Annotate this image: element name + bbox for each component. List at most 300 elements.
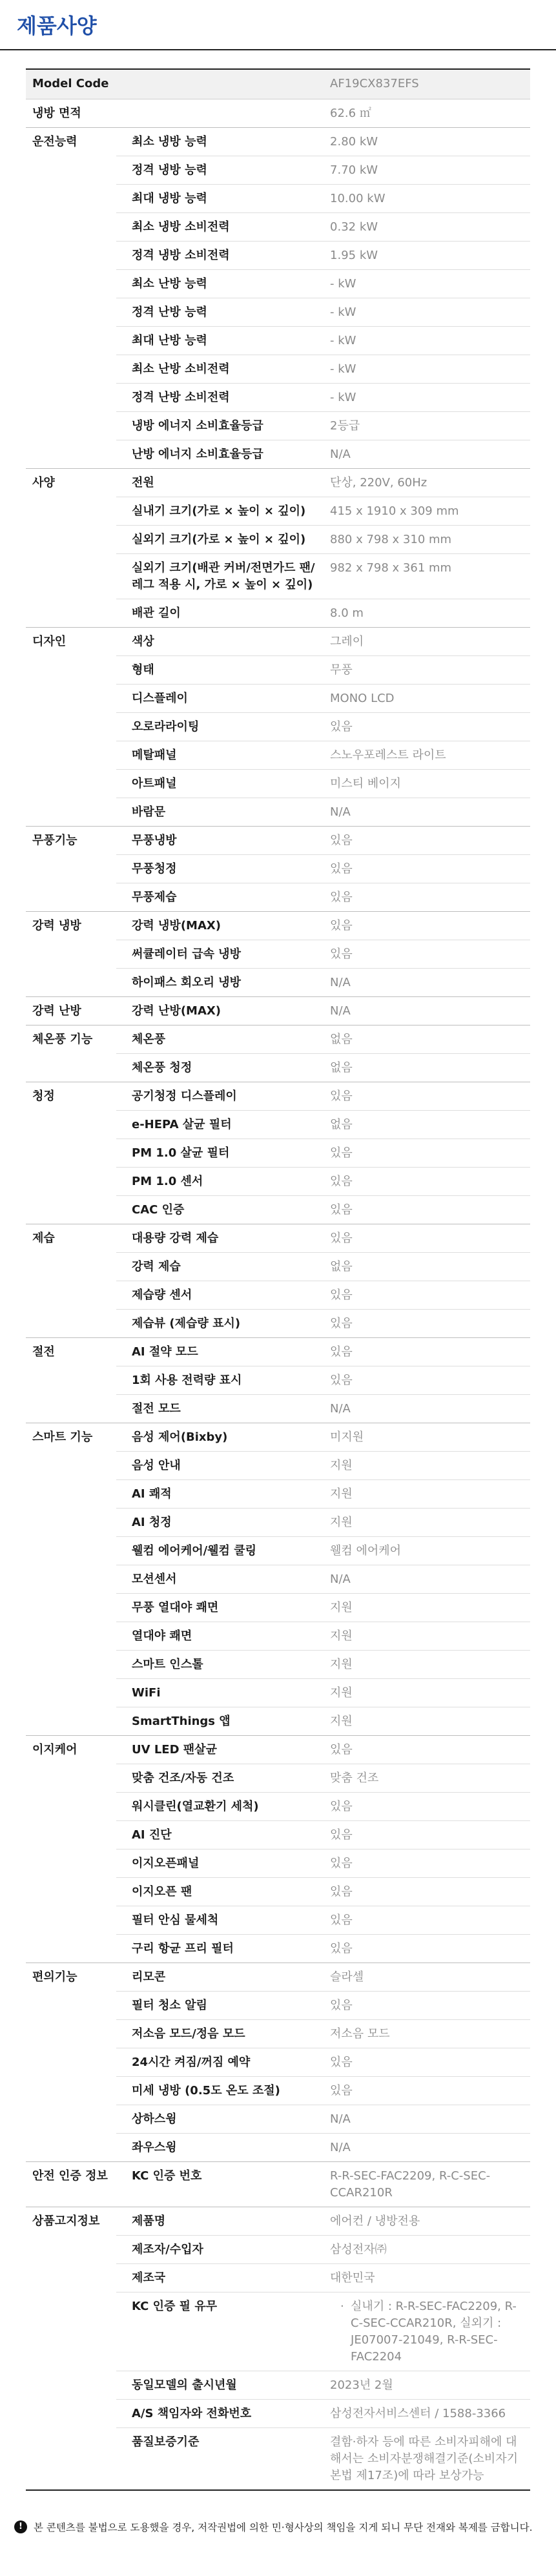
spec-value: 지원 — [326, 1508, 530, 1536]
spec-category — [26, 712, 116, 741]
spec-row — [26, 1479, 530, 1508]
spec-row — [26, 1735, 530, 1764]
spec-category — [26, 940, 116, 968]
spec-value: N/A — [326, 968, 530, 996]
spec-value: 있음 — [326, 1792, 530, 1820]
spec-value: 있음 — [326, 1309, 530, 1337]
spec-category — [26, 212, 116, 241]
spec-row — [26, 1508, 530, 1536]
spec-value: 지원 — [326, 1707, 530, 1735]
spec-category — [26, 1281, 116, 1309]
spec-category — [26, 1934, 116, 1963]
spec-row — [26, 99, 530, 127]
spec-category — [26, 1991, 116, 2019]
spec-category — [26, 798, 116, 826]
spec-category — [26, 1451, 116, 1479]
spec-value: 880 x 798 x 310 mm — [326, 525, 530, 553]
spec-category — [26, 1195, 116, 1224]
spec-row — [26, 911, 530, 940]
spec-value: 미스티 베이지 — [326, 769, 530, 798]
spec-value: 있음 — [326, 1224, 530, 1252]
spec-row — [26, 1849, 530, 1877]
spec-row — [26, 383, 530, 411]
spec-category — [26, 655, 116, 684]
spec-category — [26, 1053, 116, 1082]
spec-row — [26, 1678, 530, 1707]
spec-label: 웰컴 에어케어/웰컴 쿨링 — [116, 1536, 326, 1565]
spec-label: 좌우스윙 — [116, 2133, 326, 2161]
spec-value — [326, 2292, 530, 2371]
spec-value: 2.80 kW — [326, 127, 530, 156]
spec-value: 지원 — [326, 1451, 530, 1479]
spec-value: - kW — [326, 383, 530, 411]
spec-category — [26, 326, 116, 355]
spec-row — [26, 241, 530, 269]
spec-row — [26, 468, 530, 497]
spec-label: 제조국 — [116, 2263, 326, 2292]
spec-category — [26, 1877, 116, 1906]
spec-row — [26, 1366, 530, 1394]
spec-category: 강력 냉방 — [32, 918, 81, 933]
spec-row — [26, 156, 530, 184]
spec-row — [26, 2048, 530, 2076]
spec-row — [26, 2292, 530, 2371]
spec-category: 상품고지정보 — [32, 2214, 100, 2228]
spec-row — [26, 1167, 530, 1195]
spec-label: 미세 냉방 (0.5도 온도 조절) — [116, 2076, 326, 2105]
spec-label: CAC 인증 — [116, 1195, 326, 1224]
page-title: 제품사양 — [17, 14, 97, 38]
spec-label: 전원 — [116, 468, 326, 497]
spec-value: 지원 — [326, 1593, 530, 1622]
spec-label: 강력 냉방(MAX) — [116, 911, 326, 940]
spec-category: 스마트 기능 — [32, 1430, 93, 1444]
spec-category: 사양 — [32, 475, 55, 489]
spec-label: 동일모델의 출시년월 — [116, 2371, 326, 2399]
spec-row — [26, 127, 530, 156]
spec-category — [26, 355, 116, 383]
spec-label: 최대 난방 능력 — [116, 326, 326, 355]
spec-row — [26, 1565, 530, 1593]
spec-label: 리모콘 — [116, 1963, 326, 1991]
spec-label: 제품명 — [116, 2207, 326, 2235]
spec-wrap — [0, 50, 556, 2491]
spec-row — [26, 1934, 530, 1963]
spec-row — [26, 769, 530, 798]
spec-label: 제조자/수입자 — [116, 2235, 326, 2263]
spec-value: 있음 — [326, 1281, 530, 1309]
spec-category: 안전 인증 정보 — [26, 2161, 116, 2207]
spec-category — [26, 1110, 116, 1139]
spec-label: 색상 — [116, 627, 326, 655]
spec-category — [26, 1906, 116, 1934]
spec-label: 저소음 모드/정음 모드 — [116, 2019, 326, 2048]
spec-row — [26, 1110, 530, 1139]
spec-category — [26, 883, 116, 911]
spec-category — [26, 525, 116, 553]
spec-value: 있음 — [326, 1139, 530, 1167]
spec-value: 지원 — [326, 1622, 530, 1650]
spec-row — [26, 1337, 530, 1366]
spec-row — [26, 411, 530, 440]
spec-label: 체온풍 — [116, 1025, 326, 1053]
spec-label: 형태 — [116, 655, 326, 684]
spec-category — [26, 1479, 116, 1508]
spec-row — [26, 1991, 530, 2019]
spec-row — [26, 184, 530, 212]
spec-category — [26, 1536, 116, 1565]
spec-label: 스마트 인스톨 — [116, 1650, 326, 1678]
spec-category — [26, 1593, 116, 1622]
spec-category — [26, 2371, 116, 2399]
spec-category — [26, 1252, 116, 1281]
notice-text: 본 콘텐츠를 불법으로 도용했을 경우, 저작권법에 의한 민·형사상의 책임을 지게 되니 무단 전재와 복제를 금합니다. — [34, 2521, 533, 2533]
spec-label: 디스플레이 — [116, 684, 326, 712]
spec-label: WiFi — [116, 1678, 326, 1707]
spec-value: N/A — [326, 1394, 530, 1423]
spec-row — [26, 2076, 530, 2105]
spec-label: 난방 에너지 소비효율등급 — [116, 440, 326, 468]
spec-value: 8.0 m — [326, 599, 530, 627]
spec-row — [26, 1906, 530, 1934]
spec-label: 배관 길이 — [116, 599, 326, 627]
spec-category — [26, 2019, 116, 2048]
spec-category — [26, 269, 116, 298]
spec-row — [26, 1423, 530, 1451]
spec-category — [26, 383, 116, 411]
spec-row — [26, 1195, 530, 1224]
spec-category: 이지케어 — [32, 1742, 77, 1757]
spec-value: 지원 — [326, 1678, 530, 1707]
spec-label: 무풍제습 — [116, 883, 326, 911]
kc-cert-item: · 실내기 : R-R-SEC-FAC2209, R-C-SEC-CCAR210R, 실외기 : JE07007-21049, R-R-SEC-FAC2204 — [339, 2298, 525, 2365]
spec-row — [26, 854, 530, 883]
spec-row — [26, 1281, 530, 1309]
spec-row — [26, 599, 530, 627]
spec-label: 절전 모드 — [116, 1394, 326, 1423]
spec-category: 냉방 면적 — [26, 99, 326, 127]
spec-category — [26, 184, 116, 212]
spec-label: 체온풍 청정 — [116, 1053, 326, 1082]
spec-category — [26, 854, 116, 883]
spec-row — [26, 627, 530, 655]
spec-label: 최소 난방 능력 — [116, 269, 326, 298]
spec-value: 결함·하자 등에 따른 소비자피해에 대해서는 소비자분쟁해결기준(소비자기본법 제17조)에 따라 보상가능 — [326, 2427, 530, 2490]
spec-row — [26, 1224, 530, 1252]
spec-label: 워시클린(열교환기 세척) — [116, 1792, 326, 1820]
spec-row — [26, 326, 530, 355]
spec-category: 무풍기능 — [32, 833, 77, 847]
spec-category — [26, 2292, 116, 2371]
spec-label: PM 1.0 살균 필터 — [116, 1139, 326, 1167]
spec-label: AI 절약 모드 — [116, 1337, 326, 1366]
spec-value: 있음 — [326, 1366, 530, 1394]
spec-value: 맞춤 건조 — [326, 1764, 530, 1792]
spec-row — [26, 212, 530, 241]
spec-category — [26, 769, 116, 798]
spec-value: 있음 — [326, 2048, 530, 2076]
spec-row — [26, 798, 530, 826]
spec-row — [26, 1963, 530, 1991]
spec-value: 미지원 — [326, 1423, 530, 1451]
spec-value: 그레이 — [326, 627, 530, 655]
spec-label: 최소 냉방 소비전력 — [116, 212, 326, 241]
spec-value: 982 x 798 x 361 mm — [326, 553, 530, 599]
spec-value: 슬라셀 — [326, 1963, 530, 1991]
spec-category — [26, 2427, 116, 2490]
spec-label: 냉방 에너지 소비효율등급 — [116, 411, 326, 440]
spec-label: 실외기 크기(배관 커버/전면가드 팬/레그 적용 시, 가로 × 높이 × 깊이) — [116, 553, 326, 599]
spec-header-row — [26, 69, 530, 99]
spec-category — [26, 1764, 116, 1792]
spec-row — [26, 1139, 530, 1167]
spec-category — [26, 1309, 116, 1337]
spec-value: 있음 — [326, 1337, 530, 1366]
spec-row — [26, 1707, 530, 1735]
spec-row — [26, 1082, 530, 1110]
spec-label: 최소 난방 소비전력 — [116, 355, 326, 383]
spec-value: 62.6 ㎡ — [326, 99, 530, 127]
spec-label: e-HEPA 살균 필터 — [116, 1110, 326, 1139]
spec-value: 있음 — [326, 826, 530, 854]
spec-category: 강력 난방 — [26, 996, 116, 1025]
spec-value: 있음 — [326, 854, 530, 883]
spec-value: N/A — [326, 440, 530, 468]
spec-row — [26, 1025, 530, 1053]
spec-label: KC 인증 번호 — [116, 2161, 326, 2207]
spec-label: 정격 난방 능력 — [116, 298, 326, 326]
spec-category — [26, 411, 116, 440]
spec-value: 있음 — [326, 1991, 530, 2019]
spec-label: 오로라라이팅 — [116, 712, 326, 741]
spec-category — [26, 1622, 116, 1650]
spec-label: 강력 제습 — [116, 1252, 326, 1281]
spec-category — [26, 553, 116, 599]
spec-label: 열대야 쾌면 — [116, 1622, 326, 1650]
spec-value: 없음 — [326, 1053, 530, 1082]
spec-value: 있음 — [326, 1735, 530, 1764]
spec-row — [26, 1593, 530, 1622]
spec-label: 구리 항균 프리 필터 — [116, 1934, 326, 1963]
spec-category — [26, 440, 116, 468]
spec-label: 써큘레이터 급속 냉방 — [116, 940, 326, 968]
spec-row — [26, 2161, 530, 2207]
spec-label: 강력 난방(MAX) — [116, 996, 326, 1025]
spec-value: 지원 — [326, 1650, 530, 1678]
spec-row — [26, 1309, 530, 1337]
spec-label: 무풍청정 — [116, 854, 326, 883]
kc-cert-list — [330, 2298, 525, 2365]
spec-category — [26, 298, 116, 326]
spec-value: 2등급 — [326, 411, 530, 440]
spec-label: 메탈패널 — [116, 741, 326, 769]
spec-category — [26, 241, 116, 269]
spec-label: 최대 냉방 능력 — [116, 184, 326, 212]
spec-row — [26, 1650, 530, 1678]
spec-value: 있음 — [326, 1082, 530, 1110]
spec-label: 무풍냉방 — [116, 826, 326, 854]
spec-row — [26, 298, 530, 326]
spec-category — [26, 2105, 116, 2133]
spec-category — [26, 2263, 116, 2292]
spec-value: - kW — [326, 355, 530, 383]
spec-value: 있음 — [326, 1906, 530, 1934]
spec-row — [26, 940, 530, 968]
spec-label: 실외기 크기(가로 × 높이 × 깊이) — [116, 525, 326, 553]
spec-label: 무풍 열대야 쾌면 — [116, 1593, 326, 1622]
spec-category: 제습 — [32, 1231, 55, 1245]
spec-value: 있음 — [326, 883, 530, 911]
spec-value: 1.95 kW — [326, 241, 530, 269]
spec-row — [26, 497, 530, 525]
spec-value: 있음 — [326, 940, 530, 968]
spec-value: N/A — [326, 996, 530, 1025]
spec-value: 지원 — [326, 1479, 530, 1508]
spec-value: 있음 — [326, 1167, 530, 1195]
spec-value: 10.00 kW — [326, 184, 530, 212]
spec-category: 디자인 — [32, 634, 67, 648]
spec-label: 이지오픈 팬 — [116, 1877, 326, 1906]
spec-category: 운전능력 — [32, 134, 77, 149]
spec-label: 음성 안내 — [116, 1451, 326, 1479]
spec-label: 바람문 — [116, 798, 326, 826]
spec-value: 단상, 220V, 60Hz — [326, 468, 530, 497]
spec-row — [26, 1536, 530, 1565]
spec-value: 삼성전자서비스센터 / 1588-3366 — [326, 2399, 530, 2427]
spec-label: 24시간 켜짐/꺼짐 예약 — [116, 2048, 326, 2076]
spec-category: 편의기능 — [32, 1970, 77, 1984]
spec-value: 무풍 — [326, 655, 530, 684]
spec-category — [26, 2133, 116, 2161]
spec-table — [26, 68, 530, 2491]
spec-label: 정격 난방 소비전력 — [116, 383, 326, 411]
spec-row — [26, 1451, 530, 1479]
spec-label: AI 쾌적 — [116, 1479, 326, 1508]
spec-value: 있음 — [326, 1195, 530, 1224]
spec-label: 1회 사용 전력량 표시 — [116, 1366, 326, 1394]
spec-value: 삼성전자㈜ — [326, 2235, 530, 2263]
spec-value: N/A — [326, 2133, 530, 2161]
spec-category — [26, 1565, 116, 1593]
spec-label: 모션센서 — [116, 1565, 326, 1593]
spec-category — [26, 1678, 116, 1707]
spec-category — [26, 1849, 116, 1877]
spec-category — [26, 156, 116, 184]
spec-category: 절전 — [32, 1345, 55, 1359]
spec-value: 2023년 2월 — [326, 2371, 530, 2399]
spec-row — [26, 1792, 530, 1820]
spec-value: 저소음 모드 — [326, 2019, 530, 2048]
spec-value: - kW — [326, 298, 530, 326]
spec-value: 있음 — [326, 712, 530, 741]
spec-row — [26, 1764, 530, 1792]
spec-label: AI 진단 — [116, 1820, 326, 1849]
spec-label: 정격 냉방 소비전력 — [116, 241, 326, 269]
spec-row — [26, 741, 530, 769]
spec-label: PM 1.0 센서 — [116, 1167, 326, 1195]
spec-row — [26, 2133, 530, 2161]
spec-value: 7.70 kW — [326, 156, 530, 184]
spec-category — [26, 1820, 116, 1849]
spec-category: 청정 — [32, 1089, 55, 1103]
spec-row — [26, 2399, 530, 2427]
spec-row — [26, 996, 530, 1025]
spec-label: 최소 냉방 능력 — [116, 127, 326, 156]
spec-row — [26, 2263, 530, 2292]
spec-category — [26, 1508, 116, 1536]
spec-row — [26, 2235, 530, 2263]
spec-row — [26, 1877, 530, 1906]
spec-category — [26, 497, 116, 525]
spec-label: 정격 냉방 능력 — [116, 156, 326, 184]
spec-value: 있음 — [326, 911, 530, 940]
spec-row — [26, 2427, 530, 2490]
spec-value: 대한민국 — [326, 2263, 530, 2292]
spec-label: 필터 안심 물세척 — [116, 1906, 326, 1934]
spec-label: 음성 제어(Bixby) — [116, 1423, 326, 1451]
spec-label: AI 청정 — [116, 1508, 326, 1536]
spec-value: 에어컨 / 냉방전용 — [326, 2207, 530, 2235]
spec-category — [26, 599, 116, 627]
spec-label: 이지오픈패널 — [116, 1849, 326, 1877]
spec-label: 실내기 크기(가로 × 높이 × 깊이) — [116, 497, 326, 525]
spec-row — [26, 1252, 530, 1281]
spec-row — [26, 440, 530, 468]
spec-value: - kW — [326, 269, 530, 298]
spec-category — [26, 1394, 116, 1423]
spec-value: 웰컴 에어케어 — [326, 1536, 530, 1565]
spec-value: 있음 — [326, 1820, 530, 1849]
spec-category — [26, 1366, 116, 1394]
spec-row — [26, 1394, 530, 1423]
spec-value: 있음 — [326, 1849, 530, 1877]
spec-value: 0.32 kW — [326, 212, 530, 241]
spec-row — [26, 2207, 530, 2235]
spec-category — [26, 1139, 116, 1167]
notice-icon: ! — [14, 2520, 27, 2533]
spec-label: 맞춤 건조/자동 건조 — [116, 1764, 326, 1792]
spec-label: SmartThings 앱 — [116, 1707, 326, 1735]
spec-row — [26, 1622, 530, 1650]
spec-category — [26, 684, 116, 712]
spec-value: 있음 — [326, 2076, 530, 2105]
spec-value: 있음 — [326, 1877, 530, 1906]
spec-value: 스노우포레스트 라이트 — [326, 741, 530, 769]
spec-category — [26, 968, 116, 996]
spec-label: KC 인증 필 유무 — [116, 2292, 326, 2371]
spec-row — [26, 2371, 530, 2399]
spec-row — [26, 355, 530, 383]
spec-label: 상하스윙 — [116, 2105, 326, 2133]
spec-row — [26, 1053, 530, 1082]
spec-row — [26, 1820, 530, 1849]
spec-label: 제습뷰 (제습량 표시) — [116, 1309, 326, 1337]
spec-value: N/A — [326, 2105, 530, 2133]
spec-row — [26, 712, 530, 741]
spec-label: 하이패스 회오리 냉방 — [116, 968, 326, 996]
spec-row — [26, 2019, 530, 2048]
spec-category — [26, 2076, 116, 2105]
spec-value: 415 x 1910 x 309 mm — [326, 497, 530, 525]
spec-value: N/A — [326, 1565, 530, 1593]
spec-label: 아트패널 — [116, 769, 326, 798]
spec-label: UV LED 팬살균 — [116, 1735, 326, 1764]
spec-row — [26, 553, 530, 599]
spec-value: R-R-SEC-FAC2209, R-C-SEC-CCAR210R — [326, 2161, 530, 2207]
model-code-label: Model Code — [26, 69, 326, 99]
title-bar — [0, 0, 556, 50]
spec-value: - kW — [326, 326, 530, 355]
